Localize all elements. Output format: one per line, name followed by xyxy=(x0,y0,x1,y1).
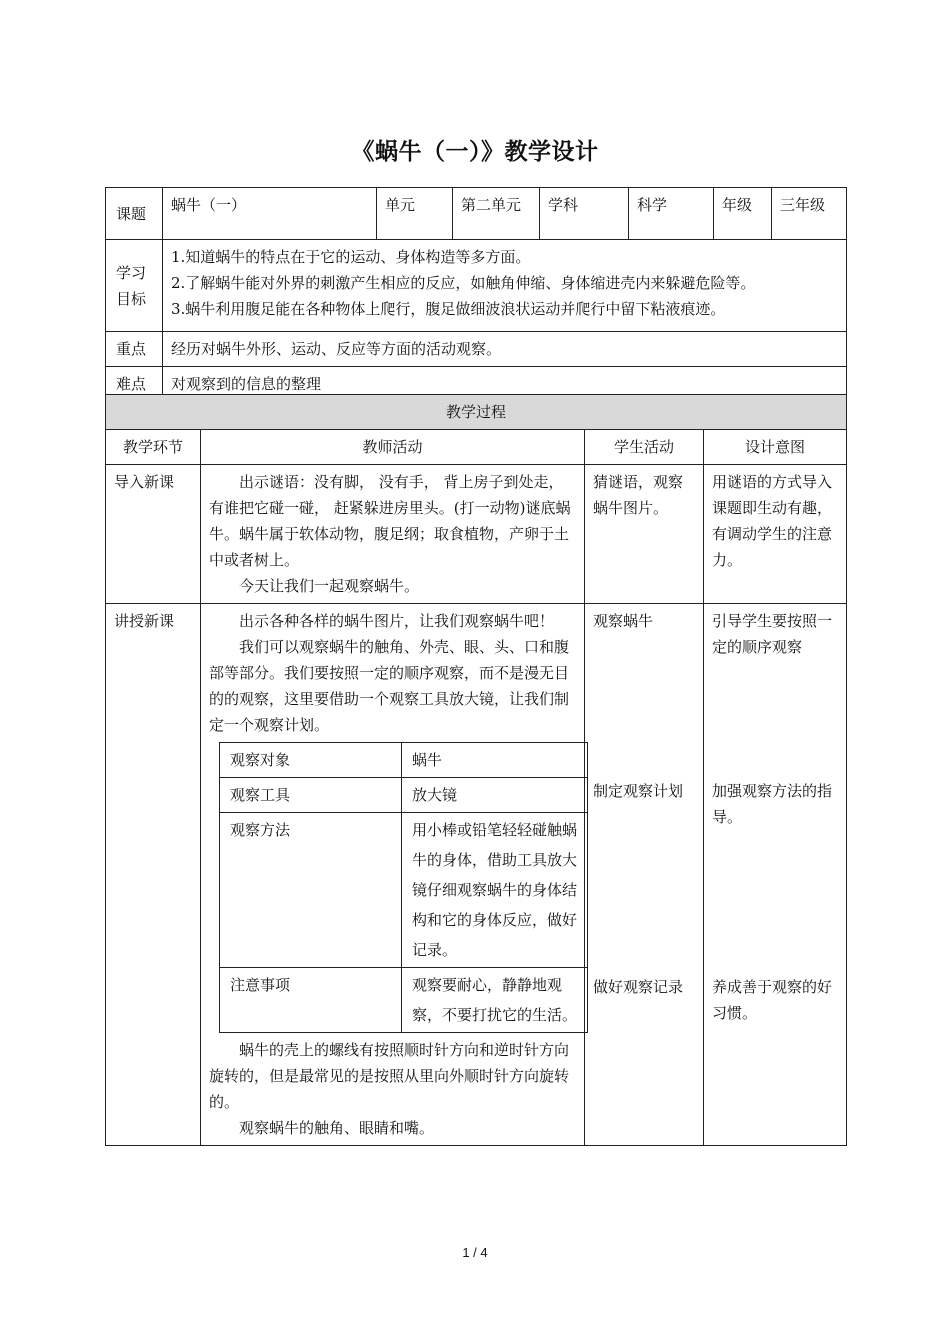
table-row xyxy=(106,465,847,604)
plan-value: 用小棒或铅笔轻轻碰触蜗牛的身体，借助工具放大镜仔细观察蜗牛的身体结构和它的身体反应，做好记录。 xyxy=(402,813,588,968)
lesson-info-table xyxy=(105,187,847,402)
subject-label: 学科 xyxy=(540,188,629,240)
teaching-process-table xyxy=(105,394,847,1146)
plan-row xyxy=(220,968,588,1033)
goal-item: 3.蜗牛利用腹足能在各种物体上爬行，腹足做细波浪状运动并爬行中留下粘液痕迹。 xyxy=(171,300,726,318)
student-step: 观察蜗牛 xyxy=(593,612,654,630)
process-title: 教学过程 xyxy=(106,395,847,430)
intent-step: 加强观察方法的指导。 xyxy=(712,782,833,826)
plan-key: 观察方法 xyxy=(220,813,402,968)
design-intent-teach xyxy=(704,604,847,1146)
plan-row xyxy=(220,743,588,778)
subject-value: 科学 xyxy=(629,188,714,240)
intent-step: 引导学生要按照一定的顺序观察 xyxy=(712,612,833,656)
plan-row xyxy=(220,778,588,813)
grade-value: 三年级 xyxy=(772,188,847,240)
goal-item: 2.了解蜗牛能对外界的刺激产生相应的反应，如触角伸缩、身体缩进壳内来躲避危险等。 xyxy=(171,274,756,292)
paragraph: 出示各种各样的蜗牛图片，让我们观察蜗牛吧！ xyxy=(239,612,555,630)
plan-value: 放大镜 xyxy=(402,778,588,813)
student-activity-intro: 猜谜语，观察蜗牛图片。 xyxy=(585,465,704,604)
goals-label: 学习目标 xyxy=(106,240,163,332)
teacher-activity-teach xyxy=(201,604,585,1146)
observation-plan-table xyxy=(219,742,588,1033)
paragraph: 观察蜗牛的触角、眼睛和嘴。 xyxy=(239,1119,435,1137)
difficulty-text: 对观察到的信息的整理 xyxy=(163,367,847,402)
page-number: 1 / 4 xyxy=(462,1245,488,1260)
unit-label: 单元 xyxy=(377,188,453,240)
page-title: 《蜗牛（一）》教学设计 xyxy=(351,139,599,165)
teacher-activity-intro xyxy=(201,465,585,604)
plan-key: 观察对象 xyxy=(220,743,402,778)
column-header: 设计意图 xyxy=(704,430,847,465)
course-label: 课题 xyxy=(106,188,163,240)
column-header: 教师活动 xyxy=(201,430,585,465)
student-step: 制定观察计划 xyxy=(593,782,684,800)
column-header: 学生活动 xyxy=(585,430,704,465)
plan-value: 蜗牛 xyxy=(402,743,588,778)
student-activity-teach xyxy=(585,604,704,1146)
key-point-label: 重点 xyxy=(106,332,163,367)
plan-key: 注意事项 xyxy=(220,968,402,1033)
stage-teach: 讲授新课 xyxy=(106,604,201,1146)
key-point-text: 经历对蜗牛外形、运动、反应等方面的活动观察。 xyxy=(163,332,847,367)
plan-key: 观察工具 xyxy=(220,778,402,813)
plan-row xyxy=(220,813,588,968)
student-step: 做好观察记录 xyxy=(593,978,684,996)
stage-intro: 导入新课 xyxy=(106,465,201,604)
plan-value: 观察要耐心，静静地观察，不要打扰它的生活。 xyxy=(402,968,588,1033)
course-value: 蜗牛（一） xyxy=(163,188,377,240)
unit-value: 第二单元 xyxy=(453,188,540,240)
grade-label: 年级 xyxy=(714,188,772,240)
difficulty-label: 难点 xyxy=(106,367,163,402)
column-header: 教学环节 xyxy=(106,430,201,465)
design-intent-intro: 用谜语的方式导入课题即生动有趣，有调动学生的注意力。 xyxy=(704,465,847,604)
goals-list xyxy=(163,240,847,332)
paragraph: 蜗牛的壳上的螺线有按照顺时针方向和逆时针方向旋转的，但是最常见的是按照从里向外顺时针方向旋转的。 xyxy=(209,1041,570,1111)
table-row xyxy=(106,604,847,1146)
paragraph: 出示谜语：没有脚， 没有手， 背上房子到处走， 有谁把它碰一碰， 赶紧躲进房里头。(打一动物)谜底蜗牛。蜗牛属于软体动物，腹足纲；取食植物，产卵于土中或者树上。 xyxy=(209,473,571,569)
paragraph: 我们可以观察蜗牛的触角、外壳、眼、头、口和腹部等部分。我们要按照一定的顺序观察，而不是漫无目的的观察，这里要借助一个观察工具放大镜，让我们制定一个观察计划。 xyxy=(209,638,570,734)
goal-item: 1.知道蜗牛的特点在于它的运动、身体构造等多方面。 xyxy=(171,248,531,266)
intent-step: 养成善于观察的好习惯。 xyxy=(712,978,833,1022)
paragraph: 今天让我们一起观察蜗牛。 xyxy=(239,577,420,595)
